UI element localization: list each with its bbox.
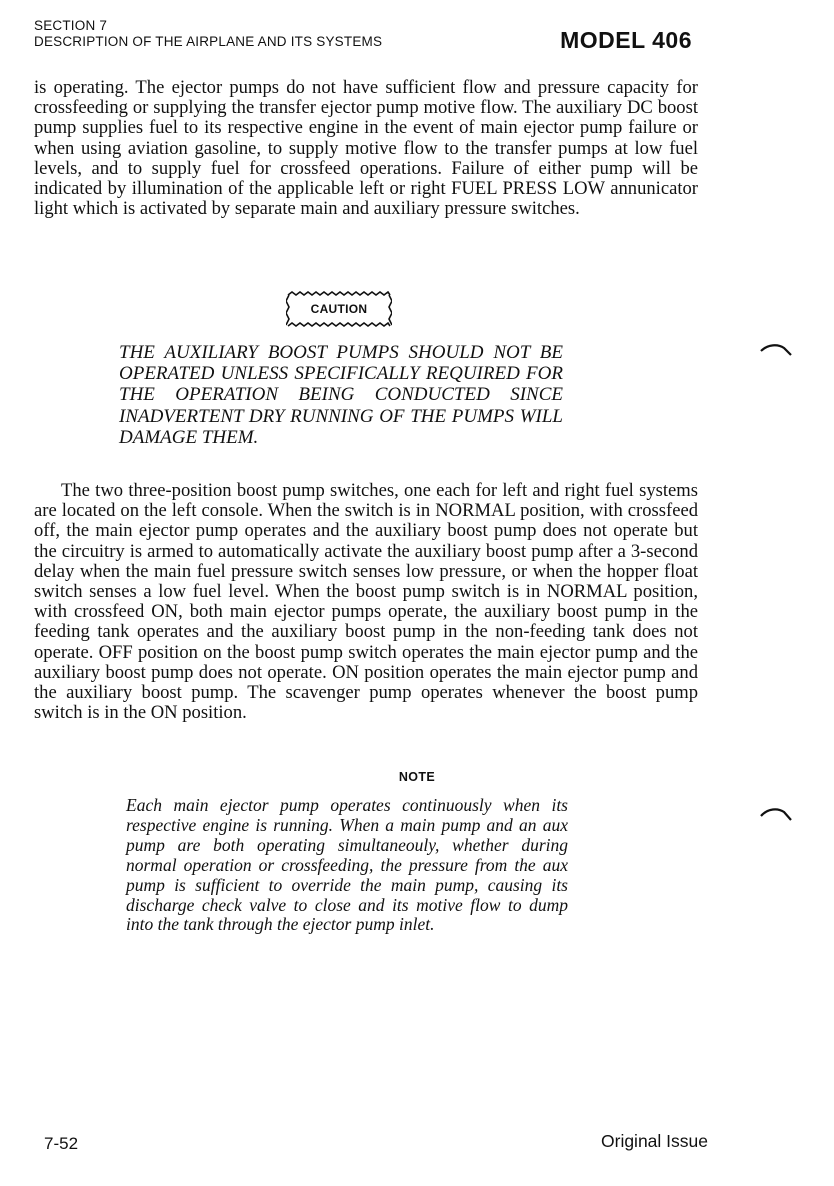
section-number: SECTION 7 <box>34 18 108 33</box>
page-number: 7-52 <box>44 1134 79 1153</box>
note-label: NOTE <box>398 770 436 784</box>
note-text: Each main ejector pump operates continuously when its respective engine is running. When a main pump and an aux pump are both operating simultaneouly, whether during normal operation or crossfeeding, the pressure from the aux pump is sufficient to override the main pump, causing its discharge check valve to close and its motive flow to dump into the tank through the ejector pump inlet. <box>126 795 568 935</box>
section-title: DESCRIPTION OF THE AIRPLANE AND ITS SYSTEMS <box>34 34 383 49</box>
model-title: MODEL 406 <box>560 27 692 53</box>
body-paragraph-2: The two three-position boost pump switches, one each for left and right fuel systems are located on the left console. When the switch is in NORMAL position, with crossfeed off, the main ejector pump operates and the auxiliary boost pump does not operate but the circuitry is armed to automatically activate the auxiliary boost pump after a 3-second delay when the main fuel pressure switch senses low pressure, or when the hopper float switch senses a low fuel level. When the boost pump switch is in NORMAL position, with crossfeed ON, both main ejector pumps operate, the auxiliary boost pump in the feeding tank operates and the auxiliary boost pump in the non-feeding tank does not operate. OFF position on the boost pump switch operates the main ejector pump and the auxiliary boost pump does not operate. ON position operates the main ejector pump and the auxiliary boost pump. The scavenger pump operates whenever the boost pump switch is in the ON position. <box>34 480 698 724</box>
revision-mark-icon <box>760 342 794 358</box>
caution-badge <box>286 291 392 327</box>
issue-label: Original Issue <box>601 1131 708 1151</box>
running-header <box>34 18 382 50</box>
body-paragraph-1: is operating. The ejector pumps do not have sufficient flow and pressure capacity for crossfeeding or supplying the transfer ejector pump motive flow. The auxiliary DC boost pump supplies fuel to its respective engine in the event of main ejector pump failure or when using aviation gasoline, to supply motive flow to the transfer pumps at low fuel levels, and to supply fuel for crossfeed operations. Failure of either pump will be indicated by illumination of the applicable left or right FUEL PRESS LOW annunicator light which is activated by separate main and auxiliary pressure switches. <box>34 77 698 220</box>
caution-label: CAUTION <box>310 302 368 316</box>
caution-text: THE AUXILIARY BOOST PUMPS SHOULD NOT BE OPERATED UNLESS SPECIFICALLY REQUIRED FOR THE OPERATION BEING CONDUCTED SINCE INADVERTENT DRY RUNNING OF THE PUMPS WILL DAMAGE THEM. <box>119 342 563 448</box>
revision-mark-icon <box>760 806 794 824</box>
